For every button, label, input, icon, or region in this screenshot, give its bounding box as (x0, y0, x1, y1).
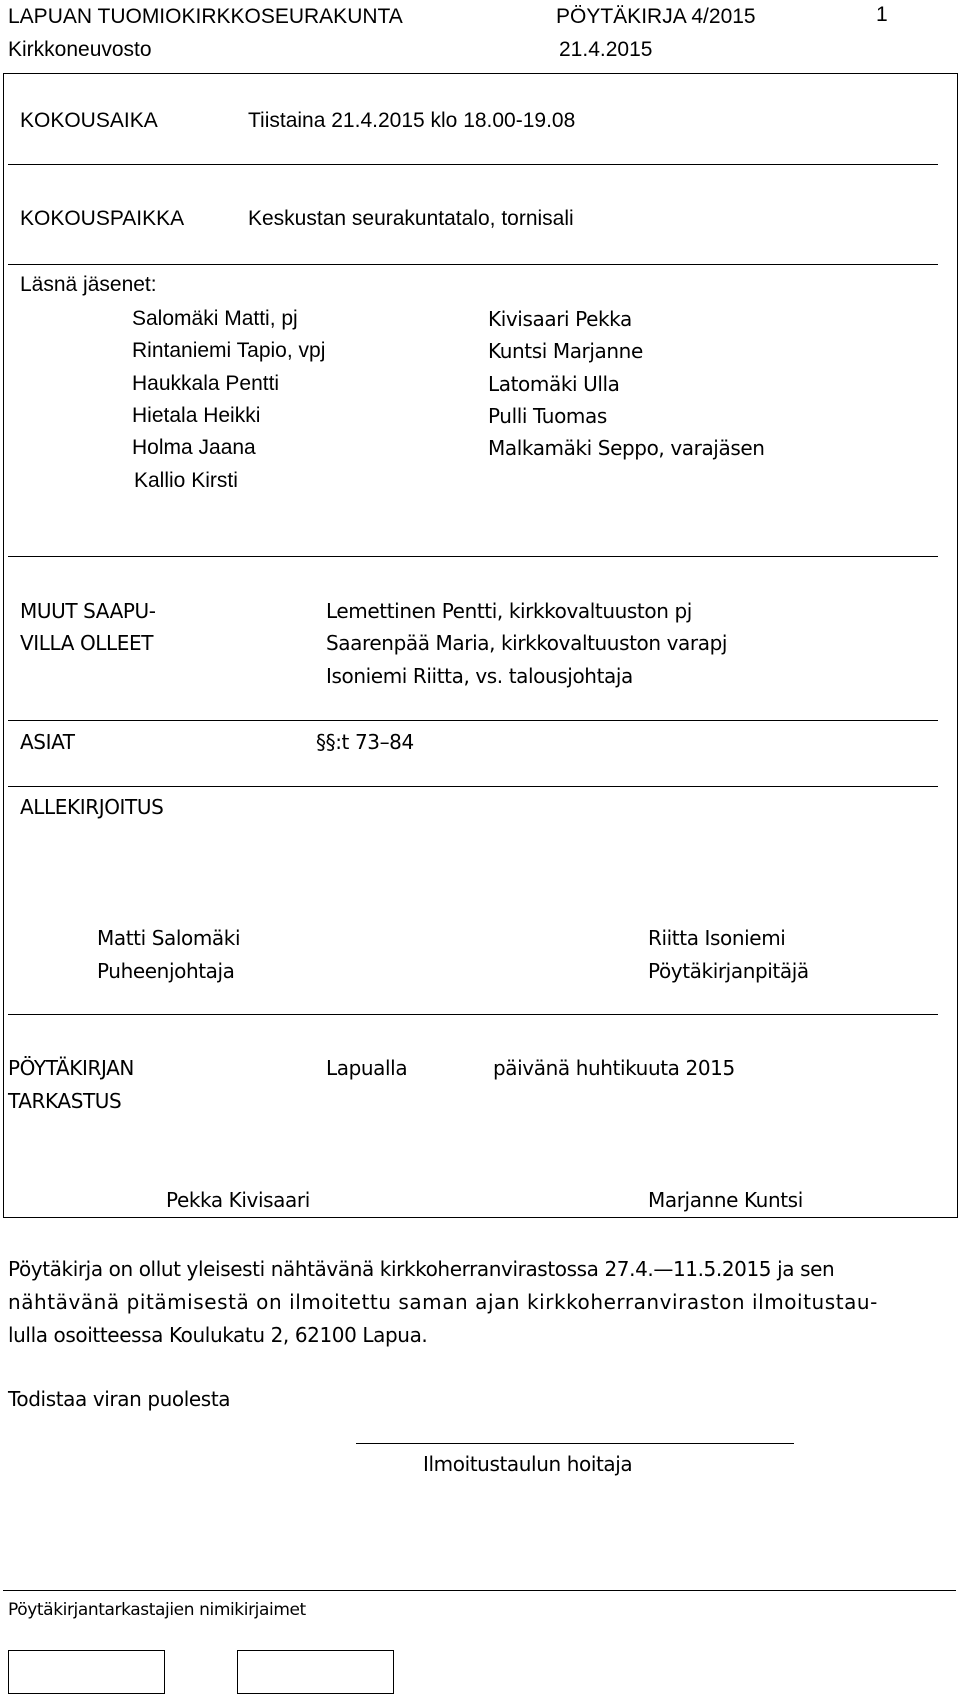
certify-text: Todistaa viran puolesta (8, 1387, 231, 1411)
secretary-role: Pöytäkirjanpitäjä (648, 959, 809, 983)
meeting-time-label: KOKOUSAIKA (20, 109, 158, 132)
divider (8, 786, 938, 787)
signer-role: Ilmoitustaulun hoitaja (423, 1452, 633, 1476)
meeting-time-value: Tiistaina 21.4.2015 klo 18.00-19.08 (248, 109, 576, 132)
member-right-5: Malkamäki Seppo, varajäsen (488, 436, 765, 460)
other-person-1: Lemettinen Pentti, kirkkovaltuuston pj (326, 599, 692, 623)
notice-line-2: nähtävänä pitämisestä on ilmoitettu saman ajan kirkkoherranviraston ilmoitustau- (8, 1290, 878, 1314)
initials-label: Pöytäkirjantarkastajien nimikirjaimet (8, 1600, 306, 1620)
review-date: päivänä huhtikuuta 2015 (493, 1056, 735, 1080)
review-label-line1: PÖYTÄKIRJAN (8, 1056, 134, 1080)
member-left-2: Rintaniemi Tapio, vpj (132, 339, 326, 362)
meeting-place-value: Keskustan seurakuntatalo, tornisali (248, 207, 574, 230)
other-person-3: Isoniemi Riitta, vs. talousjohtaja (326, 664, 633, 688)
initials-box-1[interactable] (8, 1650, 165, 1694)
footer-divider (3, 1590, 956, 1591)
chair-role: Puheenjohtaja (97, 959, 235, 983)
review-place: Lapualla (326, 1056, 408, 1080)
member-left-3: Haukkala Pentti (132, 372, 280, 395)
divider (8, 164, 938, 165)
member-left-1: Salomäki Matti, pj (132, 307, 298, 330)
member-right-2: Kuntsi Marjanne (488, 339, 643, 363)
governing-body: Kirkkoneuvosto (8, 38, 152, 61)
reviewer-right: Marjanne Kuntsi (648, 1188, 803, 1212)
meeting-place-label: KOKOUSPAIKKA (20, 207, 185, 230)
signature-line (356, 1443, 794, 1444)
org-name: LAPUAN TUOMIOKIRKKOSEURAKUNTA (8, 5, 403, 28)
page-number: 1 (876, 3, 888, 26)
other-person-2: Saarenpää Maria, kirkkovaltuuston varapj (326, 631, 728, 655)
member-left-5: Holma Jaana (132, 436, 256, 459)
reviewer-left: Pekka Kivisaari (166, 1188, 310, 1212)
notice-line-3: lulla osoitteessa Koulukatu 2, 62100 Lapua. (8, 1323, 428, 1347)
divider (8, 264, 938, 265)
members-label: Läsnä jäsenet: (20, 273, 157, 296)
review-label-line2: TARKASTUS (8, 1089, 122, 1113)
divider (8, 1014, 938, 1015)
member-right-3: Latomäki Ulla (488, 372, 620, 396)
member-left-4: Hietala Heikki (132, 404, 261, 427)
notice-line-1: Pöytäkirja on ollut yleisesti nähtävänä kirkkoherranvirastossa 27.4.—11.5.2015 ja sen (8, 1257, 835, 1281)
signature-label: ALLEKIRJOITUS (20, 795, 164, 819)
divider (8, 720, 938, 721)
chair-name: Matti Salomäki (97, 926, 241, 950)
matters-label: ASIAT (20, 730, 75, 754)
divider (8, 556, 938, 557)
others-label-line2: VILLA OLLEET (20, 631, 154, 655)
document-date: 21.4.2015 (559, 38, 653, 61)
matters-value: §§:t 73–84 (316, 730, 414, 754)
secretary-name: Riitta Isoniemi (648, 926, 786, 950)
member-right-1: Kivisaari Pekka (488, 307, 632, 331)
member-right-4: Pulli Tuomas (488, 404, 607, 428)
initials-box-2[interactable] (237, 1650, 394, 1694)
document-number: PÖYTÄKIRJA 4/2015 (556, 5, 756, 28)
others-label-line1: MUUT SAAPU- (20, 599, 156, 623)
member-left-6: Kallio Kirsti (134, 469, 238, 492)
